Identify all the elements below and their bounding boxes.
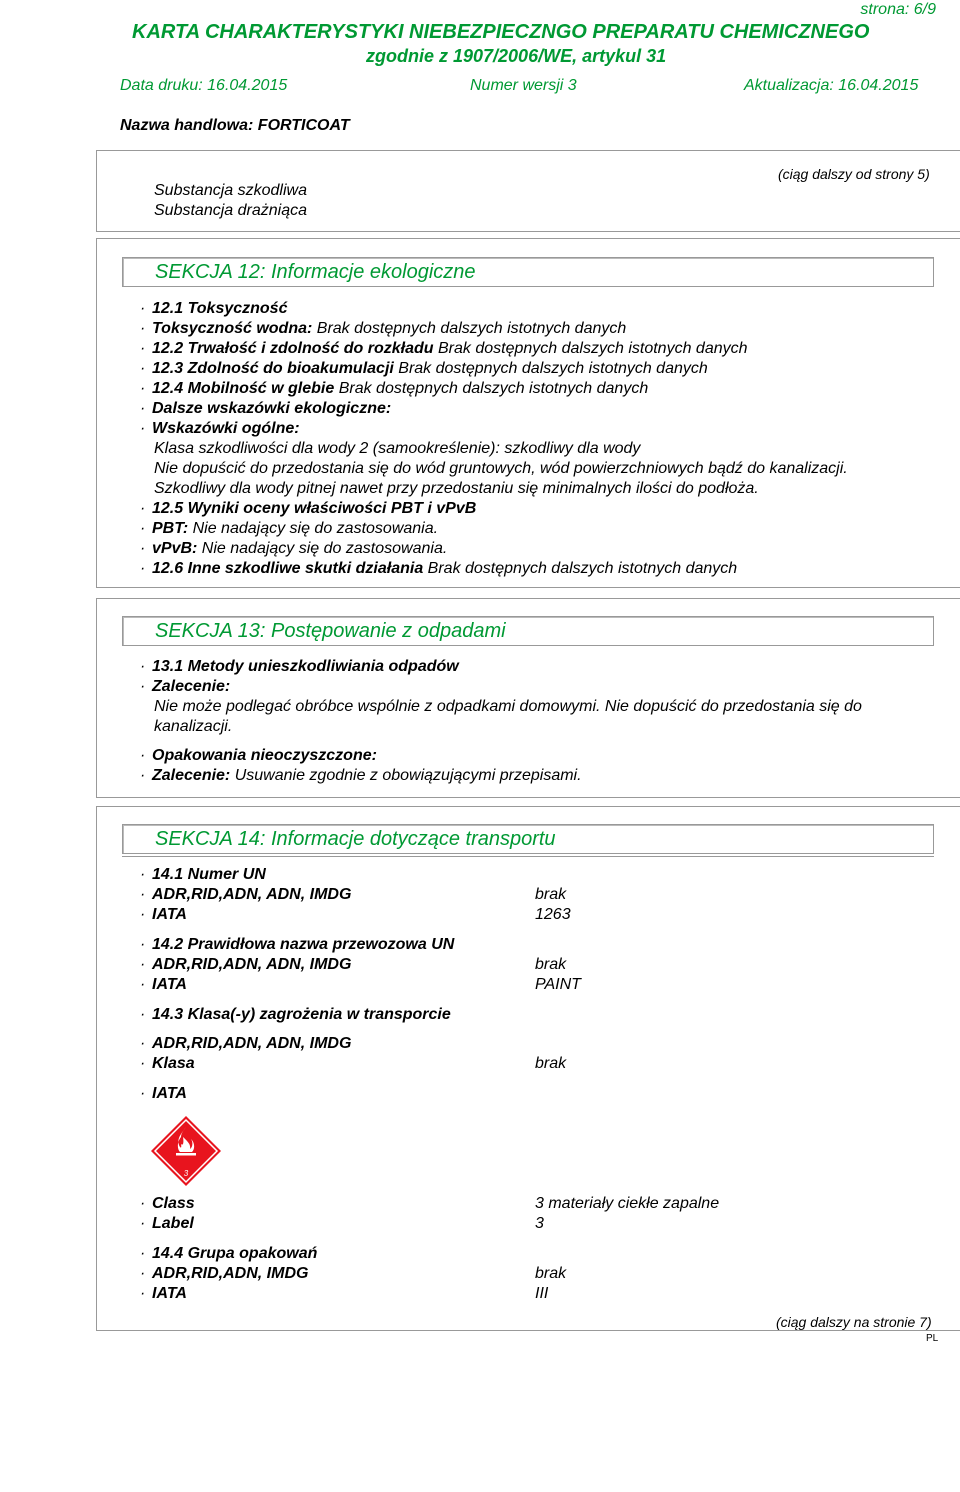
packing-iata-label: · IATA [140,1285,187,1302]
version-number: Numer wersji 3 [470,77,577,94]
pictogram-class-number: 3 [183,1169,189,1178]
print-date: Data druku: 16.04.2015 [120,77,288,94]
s12-line: Szkodliwy dla wody pitnej nawet przy przedostaniu się minimalnych ilości do podłoża. [154,480,759,497]
flame-base-icon [176,1153,196,1156]
language-code: PL [926,1333,939,1344]
class-klasa-value: brak [535,1055,567,1072]
un-number-heading: · 14.1 Numer UN [140,866,266,883]
shipping-adr-value: brak [535,956,567,973]
class-label-value: 3 [535,1215,544,1232]
class-klasa-label: · Klasa [140,1055,195,1072]
un-iata-label: · IATA [140,906,187,923]
continued-from: (ciąg dalszy od strony 5) [778,166,930,182]
update-date: Aktualizacja: 16.04.2015 [744,77,919,94]
s12-line: · Wskazówki ogólne: [140,420,300,437]
s12-line: · 12.6 Inne szkodliwe skutki działania Brak dostępnych dalszych istotnych danych [140,560,738,577]
s12-line: · 12.5 Wyniki oceny właściwości PBT i vPvB [140,500,477,517]
s12-line: · 12.1 Toksyczność [140,300,288,317]
shipping-iata-label: · IATA [140,976,187,993]
class-label-label: · Label [140,1215,194,1232]
packing-adr-value: brak [535,1265,567,1282]
trade-name: Nazwa handlowa: FORTICOAT [120,117,350,134]
section-14-title: SEKCJA 14: Informacje dotyczące transportu [155,828,556,850]
continued-to: (ciąg dalszy na stronie 7) [776,1314,932,1330]
section-14-divider [122,856,934,857]
s12-line: · 12.3 Zdolność do bioakumulacji Brak dostępnych dalszych istotnych danych [140,360,708,377]
class-adr-label: · ADR,RID,ADN, ADN, IMDG [140,1035,352,1052]
shipping-iata-value: PAINT [535,976,581,993]
section-12-title: SEKCJA 12: Informacje ekologiczne [155,261,476,283]
class-class-label: · Class [140,1195,195,1212]
un-adr-label: · ADR,RID,ADN, ADN, IMDG [140,886,352,903]
hazard-class-heading: · 14.3 Klasa(-y) zagrożenia w transporcie [140,1006,451,1023]
class-iata-label: · IATA [140,1085,187,1102]
s12-line: · vPvB: Nie nadający się do zastosowania. [140,540,448,557]
hazard-line-1: Substancja szkodliwa [154,182,307,199]
class-class-value: 3 materiały ciekłe zapalne [535,1195,720,1212]
section-12-header [122,257,934,287]
s13-line: · Zalecenie: Usuwanie zgodnie z obowiązującymi przepisami. [140,767,582,784]
packing-iata-value: III [535,1285,549,1302]
s13-line: · Zalecenie: [140,678,231,695]
s12-line: · 12.2 Trwałość i zdolność do rozkładu Brak dostępnych dalszych istotnych danych [140,340,748,357]
packing-group-heading: · 14.4 Grupa opakowań [140,1245,318,1262]
section-13-title: SEKCJA 13: Postępowanie z odpadami [155,620,506,642]
page-number: strona: 6/9 [860,1,936,18]
s12-line: · Dalsze wskazówki ekologiczne: [140,400,392,417]
s12-line: Nie dopuścić do przedostania się do wód gruntowych, wód powierzchniowych bądź do kanalizacji. [154,460,848,477]
s13-line: Nie może podlegać obróbce wspólnie z odpadkami domowymi. Nie dopuścić do przedostania się do [154,698,862,715]
un-adr-value: brak [535,886,567,903]
s12-line: · Toksyczność wodna: Brak dostępnych dalszych istotnych danych [140,320,627,337]
shipping-adr-label: · ADR,RID,ADN, ADN, IMDG [140,956,352,973]
s13-line: · Opakowania nieoczyszczone: [140,747,377,764]
s12-line: Klasa szkodliwości dla wody 2 (samookreślenie): szkodliwy dla wody [154,440,641,457]
s13-line: kanalizacji. [154,718,233,735]
section-13-header [122,616,934,646]
packing-adr-label: · ADR,RID,ADN, IMDG [140,1265,309,1282]
s13-line: · 13.1 Metody unieszkodliwiania odpadów [140,658,459,675]
shipping-name-heading: · 14.2 Prawidłowa nazwa przewozowa UN [140,936,455,953]
s12-line: · 12.4 Mobilność w glebie Brak dostępnych dalszych istotnych danych [140,380,649,397]
doc-title: KARTA CHARAKTERYSTYKI NIEBEZPIECZNGO PREPARATU CHEMICZNEGO [132,21,870,43]
flammable-liquid-pictogram [150,1115,222,1187]
un-iata-value: 1263 [535,906,571,923]
section-14-header [122,824,934,854]
s12-line: · PBT: Nie nadający się do zastosowania. [140,520,439,537]
doc-subtitle: zgodnie z 1907/2006/WE, artykul 31 [366,46,667,66]
hazard-line-2: Substancja drażniąca [154,202,307,219]
